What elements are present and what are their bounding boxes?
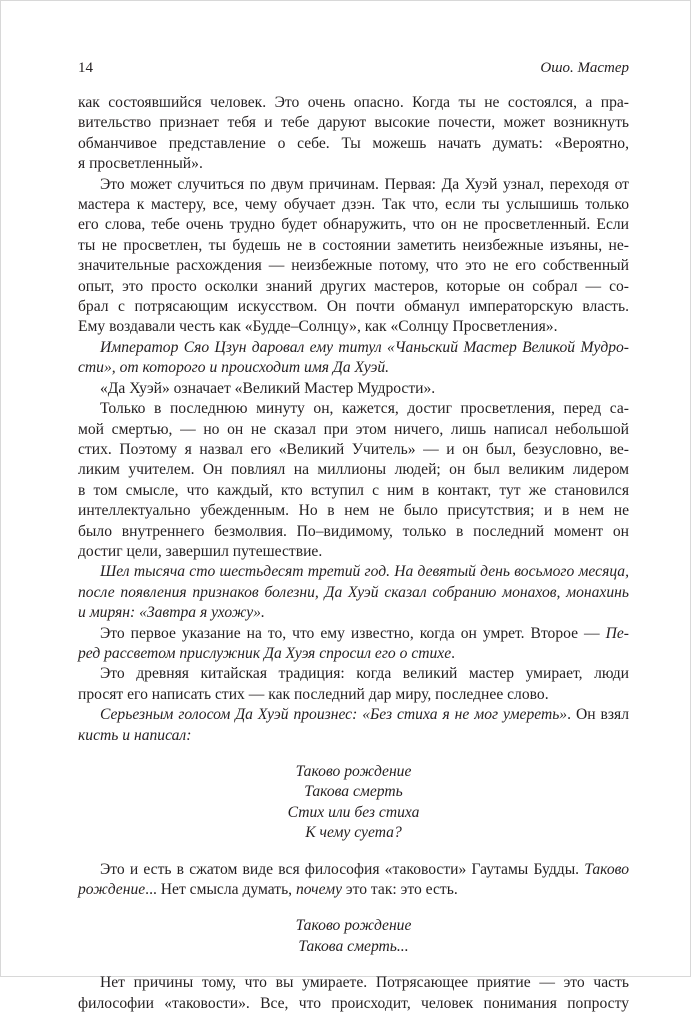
poem-line <box>78 762 629 782</box>
text-line <box>78 460 629 480</box>
text-line <box>78 562 629 582</box>
italic-text: ред рассветом прислужник Да Хуэя спросил его о стихе <box>78 644 452 662</box>
text-line <box>78 297 629 317</box>
text-line <box>78 542 629 562</box>
text-segment: мастера к мастеру, все, чему обучает дзэн. Так что, если ты услышишь только <box>78 196 629 214</box>
text-line <box>78 338 629 358</box>
text-line <box>78 685 629 705</box>
text-segment: это так: это есть. <box>342 881 458 899</box>
text-line <box>78 134 629 154</box>
text-segment: Такова смерть <box>304 783 403 801</box>
text-segment: просят его написать стих — как последний дар миру, последнее слово. <box>78 685 549 703</box>
italic-text: после появления признаков болезни, Да Хуэй сказал собранию монахов, монахинь <box>78 583 629 601</box>
text-segment: интеллектуально убежденным. Но в нем не было присутствия; и в нем не <box>78 502 629 520</box>
text-segment: в том смысле, что каждый, кто вступил с ним в контакт, тут же становился <box>78 481 629 499</box>
poem-line <box>78 937 629 957</box>
italic-text: сти», от которого и происходит имя Да Хуэй. <box>78 359 390 377</box>
text-segment: стих. Поэтому я назвал его «Великий Учитель» — и он был, безусловно, ве- <box>78 440 629 458</box>
text-line <box>78 501 629 521</box>
text-segment: Нет причины тому, что вы умираете. Потрясающее приятие — это часть <box>100 974 629 992</box>
text-line <box>78 522 629 542</box>
poem-line <box>78 823 629 843</box>
text-line <box>78 358 629 378</box>
text-segment: Такова смерть... <box>298 937 409 955</box>
text-segment: ликим учителем. Он повлиял на миллионы людей; он был великим лидером <box>78 461 629 479</box>
text-line <box>78 440 629 460</box>
text-line <box>78 994 629 1014</box>
text-line <box>78 726 629 746</box>
text-segment: Это может случиться по двум причинам. Первая: Да Хуэй узнал, переходя от <box>100 175 629 193</box>
text-segment: ты не просветлен, ты будешь не в состоянии заметить неизбежные изъяны, не- <box>78 236 629 254</box>
text-segment: философии «таковости». Все, что происходит, человек понимания попросту <box>78 994 629 1012</box>
text-line <box>78 277 629 297</box>
text-segment: . Он взял <box>567 706 629 724</box>
poem-line <box>78 916 629 936</box>
text-segment: брал с потрясающим искусством. Он почти обманул императорскую власть. <box>78 298 629 316</box>
italic-text: и мирян: «Завтра я ухожу». <box>78 604 265 622</box>
text-line <box>78 236 629 256</box>
text-segment: значительные расхождения — неизбежные потому, что это не его собственный <box>78 257 629 275</box>
text-segment: Ему воздавали честь как «Будде–Солнцу», как «Солнцу Просветления». <box>78 318 558 336</box>
text-line <box>78 973 629 993</box>
text-segment: Только в последнюю минуту он, кажется, достиг просветления, перед са- <box>100 400 629 418</box>
text-segment: мой смертью, — но он не сказал при этом ничего, лишь написал небольшой <box>78 420 629 438</box>
running-title: Ошо. Мастер <box>540 60 629 76</box>
text-line <box>78 399 629 419</box>
text-segment: «Да Хуэй» означает «Великий Мастер Мудрости». <box>100 379 436 397</box>
text-segment: Стих или без стиха <box>287 803 420 821</box>
italic-text: Серьезным голосом Да Хуэй произнес: «Без стиха я не мог умереть» <box>100 706 568 724</box>
text-segment: я просветленный». <box>78 155 203 173</box>
text-segment: Таково рождение <box>295 917 412 935</box>
text-line <box>78 317 629 337</box>
text-line <box>78 93 629 113</box>
text-segment: ... Нет смысла думать, <box>145 881 296 899</box>
text-line <box>78 379 629 399</box>
text-segment: Это древняя китайская традиция: когда великий мастер умирает, люди <box>100 665 629 683</box>
text-line <box>78 603 629 623</box>
text-line <box>78 644 629 664</box>
italic-text: Таково <box>584 860 629 878</box>
italic-text: кисть и написал: <box>78 726 192 744</box>
text-line <box>78 481 629 501</box>
text-segment: К чему суета? <box>305 824 402 842</box>
text-segment: достиг цели, завершил путешествие. <box>78 542 323 560</box>
text-line <box>78 624 629 644</box>
text-line <box>78 583 629 603</box>
text-line <box>78 664 629 684</box>
text-segment: вительство признает тебя и тебе даруют высокие почести, может возникнуть <box>78 114 629 132</box>
text-line <box>78 113 629 133</box>
poem-line <box>78 782 629 802</box>
italic-text: рождение <box>78 881 146 899</box>
page-number: 14 <box>78 60 93 76</box>
text-line <box>78 880 629 900</box>
text-segment: Это и есть в сжатом виде вся философия «таковости» Гаутамы Будды. <box>100 860 585 878</box>
text-segment: Это первое указание на то, что ему известно, когда он умрет. Второе — <box>100 624 606 642</box>
text-segment: Таково рождение <box>295 763 412 780</box>
text-segment: его слова, тебе очень трудно будет обнаружить, что он не просветленный. Если <box>78 216 629 234</box>
italic-text: Пе- <box>605 624 629 642</box>
text-line <box>78 860 629 880</box>
text-line <box>78 705 629 725</box>
text-line <box>78 420 629 440</box>
italic-text: Император Сяо Цзун даровал ему титул «Чаньский Мастер Великой Мудро- <box>100 338 629 356</box>
italic-text: Шел тысяча сто шестьдесят третий год. На девятый день восьмого месяца, <box>100 563 629 581</box>
text-line <box>78 215 629 235</box>
text-segment: опыт, это просто осколки знаний других мастеров, которые он собрал — со- <box>78 277 629 295</box>
italic-text: почему <box>295 881 343 899</box>
text-segment: было внутреннего безмолвия. По–видимому, только в последний момент он <box>78 522 629 540</box>
text-line <box>78 175 629 195</box>
text-segment: обманчивое представление о себе. Ты можешь начать думать: «Вероятно, <box>78 134 629 152</box>
text-segment: как состоявшийся человек. Это очень опасно. Когда ты не состоялся, а пра- <box>78 94 629 111</box>
text-line <box>78 154 629 174</box>
page-body-text <box>78 93 629 1014</box>
text-segment: . <box>451 644 456 662</box>
poem-line <box>78 803 629 823</box>
text-line <box>78 195 629 215</box>
text-line <box>78 256 629 276</box>
